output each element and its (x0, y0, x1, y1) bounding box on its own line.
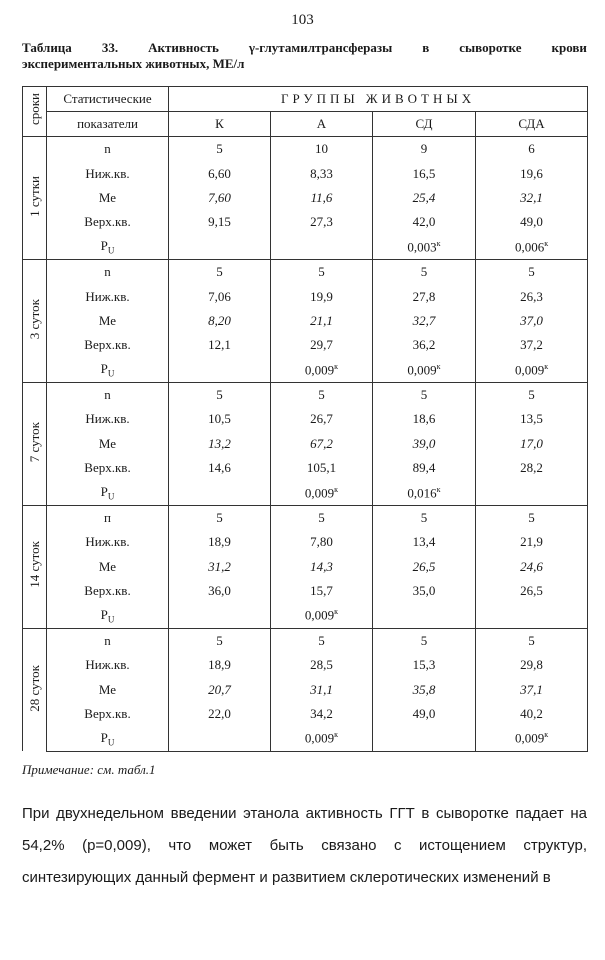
stat-label: п (47, 505, 169, 530)
ggt-activity-table (22, 86, 588, 752)
value-cell: 7,06 (169, 284, 271, 308)
value-cell: 18,9 (169, 653, 271, 677)
value-cell: 7,60 (169, 186, 271, 210)
value-cell: 35,0 (373, 579, 476, 603)
value-cell: 37,2 (476, 333, 588, 357)
stat-label: Ме (47, 309, 169, 333)
value-cell: 5 (169, 382, 271, 407)
value-cell: 19,9 (271, 284, 373, 308)
value-cell (169, 358, 271, 383)
value-cell: 11,6 (271, 186, 373, 210)
value-cell: 35,8 (373, 678, 476, 702)
value-cell: $0,009^к$ (271, 726, 373, 751)
table-row (23, 284, 588, 308)
term-label: 1 сутки (23, 137, 47, 260)
value-cell: 15,7 (271, 579, 373, 603)
value-cell: 7,80 (271, 530, 373, 554)
value-cell: 5 (271, 382, 373, 407)
stat-label: $P_U$ (47, 235, 169, 260)
value-cell: 9,15 (169, 210, 271, 234)
value-cell (373, 726, 476, 751)
stat-label: n (47, 628, 169, 653)
caption-line-1 (22, 40, 587, 56)
header-col-k: К (169, 112, 271, 137)
table-caption (22, 40, 587, 72)
table-row (23, 407, 588, 431)
value-cell: 29,7 (271, 333, 373, 357)
table-row (23, 530, 588, 554)
caption-line-2: экспериментальных животных, МЕ/л (22, 56, 245, 71)
value-cell: 27,3 (271, 210, 373, 234)
table-row (23, 235, 588, 260)
value-cell: 67,2 (271, 432, 373, 456)
value-cell: 37,1 (476, 678, 588, 702)
value-cell: 14,6 (169, 456, 271, 480)
stat-label: $P_U$ (47, 726, 169, 751)
value-cell: 15,3 (373, 653, 476, 677)
value-cell: 5 (169, 137, 271, 162)
value-cell: 36,0 (169, 579, 271, 603)
value-cell: 5 (169, 505, 271, 530)
term-label: 14 суток (23, 505, 47, 628)
value-cell: 42,0 (373, 210, 476, 234)
table-row (23, 702, 588, 726)
header-term: сроки (23, 87, 47, 137)
table-row (23, 432, 588, 456)
value-cell: 5 (373, 382, 476, 407)
value-cell: 5 (476, 382, 588, 407)
stat-label: Ме (47, 432, 169, 456)
value-cell: 49,0 (373, 702, 476, 726)
stat-label: Верх.кв. (47, 333, 169, 357)
value-cell: 18,9 (169, 530, 271, 554)
term-label: 7 суток (23, 382, 47, 505)
value-cell: 5 (373, 628, 476, 653)
value-cell: 26,5 (373, 555, 476, 579)
value-cell: 31,1 (271, 678, 373, 702)
table-row (23, 456, 588, 480)
stat-label: Ме (47, 555, 169, 579)
stat-label: Ме (47, 678, 169, 702)
value-cell: 8,20 (169, 309, 271, 333)
table-row (23, 726, 588, 751)
value-cell (169, 726, 271, 751)
value-cell: 5 (476, 259, 588, 284)
table-row (23, 259, 588, 284)
value-cell: 49,0 (476, 210, 588, 234)
value-cell: 32,7 (373, 309, 476, 333)
header-col-sda: СДА (476, 112, 588, 137)
table-row (23, 579, 588, 603)
value-cell: 5 (271, 628, 373, 653)
value-cell: 26,5 (476, 579, 588, 603)
value-cell: 6 (476, 137, 588, 162)
value-cell: 18,6 (373, 407, 476, 431)
body-paragraph: При двухнедельном введении этанола активность ГГТ в сыворотке падает на 54,2% (p=0,009), что может быть связано с истощением структур, синтезирующих данный фермент и развитием склеротических изменений в (22, 805, 587, 886)
value-cell: 20,7 (169, 678, 271, 702)
value-cell: 28,5 (271, 653, 373, 677)
stat-label: $P_U$ (47, 480, 169, 505)
value-cell: 26,7 (271, 407, 373, 431)
stat-label: Верх.кв. (47, 579, 169, 603)
value-cell: 5 (476, 628, 588, 653)
value-cell: 13,2 (169, 432, 271, 456)
value-cell: 25,4 (373, 186, 476, 210)
term-label: 3 суток (23, 259, 47, 382)
stat-label: Ме (47, 186, 169, 210)
table-row (23, 382, 588, 407)
value-cell: 37,0 (476, 309, 588, 333)
value-cell: $0,009^к$ (476, 726, 588, 751)
stat-label: Верх.кв. (47, 702, 169, 726)
stat-label: Ниж.кв. (47, 530, 169, 554)
caption-word: γ-глутамилтрансферазы (248, 40, 393, 55)
table-row (23, 628, 588, 653)
value-cell: 36,2 (373, 333, 476, 357)
caption-word: 33. (101, 40, 119, 55)
value-cell: 21,1 (271, 309, 373, 333)
value-cell: 13,4 (373, 530, 476, 554)
value-cell: $0,009^к$ (373, 358, 476, 383)
caption-word: Таблица (22, 40, 72, 55)
stat-label: n (47, 259, 169, 284)
header-col-sd: СД (373, 112, 476, 137)
stat-label: Ниж.кв. (47, 284, 169, 308)
value-cell: 5 (271, 259, 373, 284)
value-cell (476, 480, 588, 505)
value-cell: 31,2 (169, 555, 271, 579)
value-cell: 32,1 (476, 186, 588, 210)
page-number: 103 (291, 12, 314, 28)
value-cell: 5 (169, 259, 271, 284)
term-label: 28 суток (23, 628, 47, 751)
value-cell: 5 (271, 505, 373, 530)
caption-word: Активность (148, 40, 219, 55)
stat-label: Верх.кв. (47, 210, 169, 234)
table-row (23, 161, 588, 185)
caption-word: крови (551, 40, 587, 55)
header-stat-line-1: Статистические (47, 87, 169, 112)
value-cell: $0,009^к$ (271, 480, 373, 505)
value-cell: 6,60 (169, 161, 271, 185)
table-row (23, 603, 588, 628)
stat-label: Ниж.кв. (47, 653, 169, 677)
value-cell: 29,8 (476, 653, 588, 677)
value-cell: $0,009^к$ (271, 358, 373, 383)
table-row (23, 333, 588, 357)
value-cell: 9 (373, 137, 476, 162)
stat-label: Верх.кв. (47, 456, 169, 480)
value-cell: 34,2 (271, 702, 373, 726)
value-cell: 13,5 (476, 407, 588, 431)
value-cell: 105,1 (271, 456, 373, 480)
value-cell: 19,6 (476, 161, 588, 185)
header-groups: ГРУППЫ ЖИВОТНЫХ (169, 87, 588, 112)
table-row (23, 358, 588, 383)
table-row (23, 678, 588, 702)
stat-label: Ниж.кв. (47, 407, 169, 431)
value-cell: 40,2 (476, 702, 588, 726)
value-cell: 5 (169, 628, 271, 653)
value-cell: 14,3 (271, 555, 373, 579)
value-cell: $0,003^к$ (373, 235, 476, 260)
value-cell: 89,4 (373, 456, 476, 480)
value-cell (476, 603, 588, 628)
value-cell: $0,009^к$ (476, 358, 588, 383)
value-cell: 28,2 (476, 456, 588, 480)
value-cell: 24,6 (476, 555, 588, 579)
value-cell: $0,009^к$ (271, 603, 373, 628)
value-cell: 16,5 (373, 161, 476, 185)
value-cell: 26,3 (476, 284, 588, 308)
value-cell (169, 603, 271, 628)
value-cell: 5 (373, 505, 476, 530)
value-cell: 21,9 (476, 530, 588, 554)
caption-word: сыворотке (459, 40, 522, 55)
stat-label: Ниж.кв. (47, 161, 169, 185)
value-cell (271, 235, 373, 260)
caption-word: в (422, 40, 430, 55)
table-row (23, 186, 588, 210)
table-row (23, 653, 588, 677)
value-cell: 12,1 (169, 333, 271, 357)
table-row (23, 505, 588, 530)
stat-label: $P_U$ (47, 358, 169, 383)
table-note: Примечание: см. табл.1 (22, 762, 156, 777)
stat-label: n (47, 382, 169, 407)
value-cell: 17,0 (476, 432, 588, 456)
table-row (23, 555, 588, 579)
stat-label: $P_U$ (47, 603, 169, 628)
table-row (23, 309, 588, 333)
value-cell: 10,5 (169, 407, 271, 431)
value-cell: 39,0 (373, 432, 476, 456)
value-cell (169, 235, 271, 260)
value-cell: 5 (476, 505, 588, 530)
value-cell: $0,006^к$ (476, 235, 588, 260)
value-cell: 10 (271, 137, 373, 162)
value-cell: $0,016^к$ (373, 480, 476, 505)
value-cell: 22,0 (169, 702, 271, 726)
value-cell: 27,8 (373, 284, 476, 308)
value-cell: 8,33 (271, 161, 373, 185)
table-row (23, 210, 588, 234)
value-cell: 5 (373, 259, 476, 284)
table-row (23, 137, 588, 162)
table-row (23, 480, 588, 505)
header-col-a: А (271, 112, 373, 137)
value-cell (169, 480, 271, 505)
header-stat-line-2: показатели (47, 112, 169, 137)
value-cell (373, 603, 476, 628)
stat-label: n (47, 137, 169, 162)
